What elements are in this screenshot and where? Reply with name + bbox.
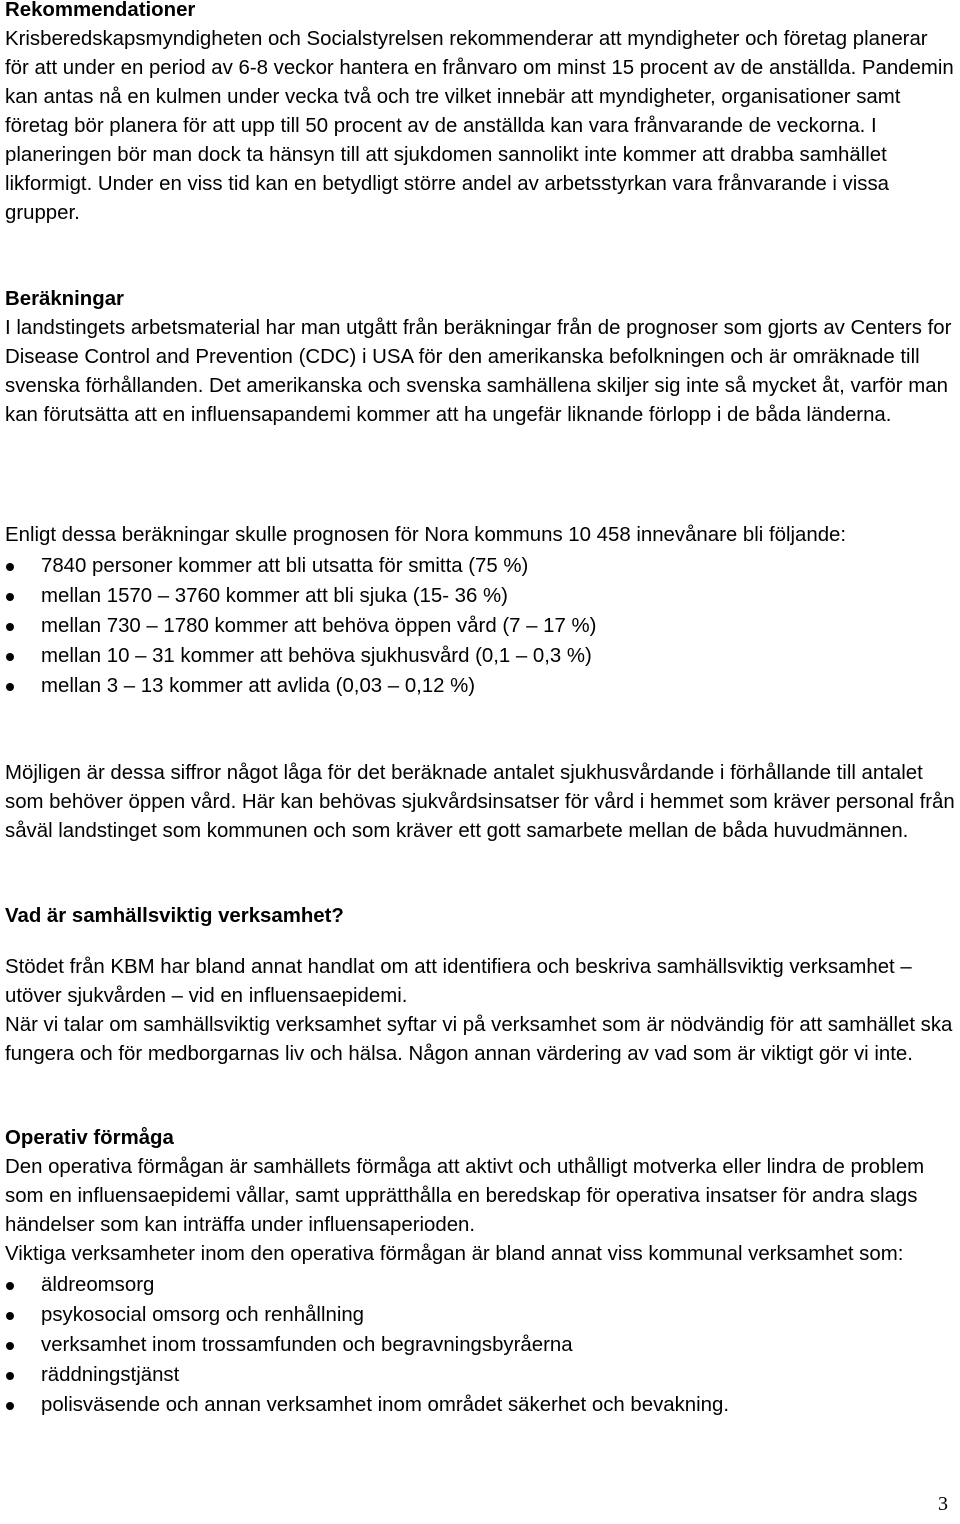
paragraph: I landstingets arbetsmaterial har man utgått från beräkningar från de prognoser som gjorts av Centers for Disease Control and Prevention (CDC) i USA för den amerikanska befolkningen och är omräknade till svenska förhållanden. Det amerikanska och svenska samhällena skiljer sig inte så mycket åt, varför man kan förutsätta att en influensapandemi kommer att ha ungefär liknande förlopp i de båda länderna. bbox=[5, 317, 952, 426]
section-rekommendationer bbox=[5, 0, 957, 228]
paragraph: Viktiga verksamheter inom den operativa förmågan är bland annat viss kommunal verksamhet som: bbox=[5, 1243, 904, 1265]
section-mojligen bbox=[5, 759, 957, 846]
list-item: mellan 10 – 31 kommer att behöva sjukhusvård (0,1 – 0,3 %) bbox=[5, 642, 957, 671]
list-item: verksamhet inom trossamfunden och begravningsbyråerna bbox=[5, 1331, 957, 1360]
heading-samhallsviktig: Vad är samhällsviktig verksamhet? bbox=[5, 905, 344, 927]
section-samhallsviktig bbox=[5, 902, 957, 931]
prognos-list bbox=[5, 552, 957, 701]
list-item: polisväsende och annan verksamhet inom området säkerhet och bevakning. bbox=[5, 1391, 957, 1420]
page-number: 3 bbox=[938, 1493, 948, 1515]
section-prognos bbox=[5, 521, 957, 701]
list-item: räddningstjänst bbox=[5, 1361, 957, 1390]
list-item: mellan 3 – 13 kommer att avlida (0,03 – 0,12 %) bbox=[5, 672, 957, 701]
list-item: mellan 1570 – 3760 kommer att bli sjuka (15- 36 %) bbox=[5, 582, 957, 611]
verksamhet-list bbox=[5, 1271, 957, 1420]
paragraph: Stödet från KBM har bland annat handlat om att identifiera och beskriva samhällsviktig verksamhet – utöver sjukvården – vid en influensaepidemi. bbox=[5, 956, 912, 1007]
section-operativ bbox=[5, 1124, 957, 1420]
heading-berakningar: Beräkningar bbox=[5, 288, 124, 310]
list-item: psykosocial omsorg och renhållning bbox=[5, 1301, 957, 1330]
paragraph: Enligt dessa beräkningar skulle prognosen för Nora kommuns 10 458 innevånare bli följande: bbox=[5, 524, 847, 546]
paragraph: Möjligen är dessa siffror något låga för det beräknade antalet sjukhusvårdande i förhållande till antalet som behöver öppen vård. Här kan behövas sjukvårdsinsatser för vård i hemmet som kräver personal från såväl landstinget som kommunen och som kräver ett gott samarbete mellan de båda huvudmännen. bbox=[5, 762, 955, 842]
list-item: 7840 personer kommer att bli utsatta för smitta (75 %) bbox=[5, 552, 957, 581]
paragraph: När vi talar om samhällsviktig verksamhet syftar vi på verksamhet som är nödvändig för att samhället ska fungera och för medborgarnas liv och hälsa. Någon annan värdering av vad som är viktigt gör vi inte. bbox=[5, 1014, 953, 1065]
list-item: mellan 730 – 1780 kommer att behöva öppen vård (7 – 17 %) bbox=[5, 612, 957, 641]
heading-operativ: Operativ förmåga bbox=[5, 1127, 174, 1149]
section-berakningar bbox=[5, 285, 957, 430]
paragraph: Krisberedskapsmyndigheten och Socialstyrelsen rekommenderar att myndigheter och företag planerar för att under en period av 6-8 veckor hantera en frånvaro om minst 15 procent av de anställda. Pandemin kan antas nå en kulmen under vecka två och tre vilket innebär att myndigheter, organisationer samt företag bör planera för att upp till 50 procent av de anställda kan vara frånvarande de veckorna. I planeringen bör man dock ta hänsyn till att sjukdomen sannolikt inte kommer att drabba samhället likformigt. Under en viss tid kan en betydligt större andel av arbetsstyrkan vara frånvarande i vissa grupper. bbox=[5, 28, 954, 224]
list-item: äldreomsorg bbox=[5, 1271, 957, 1300]
heading-rekommendationer: Rekommendationer bbox=[5, 0, 196, 21]
section-samhallsviktig-text bbox=[5, 953, 957, 1069]
paragraph: Den operativa förmågan är samhällets förmåga att aktivt och uthålligt motverka eller lindra de problem som en influensaepidemi vållar, samt upprätthålla en beredskap för operativa insatser för andra slags händelser som kan inträffa under influensaperioden. bbox=[5, 1156, 925, 1236]
